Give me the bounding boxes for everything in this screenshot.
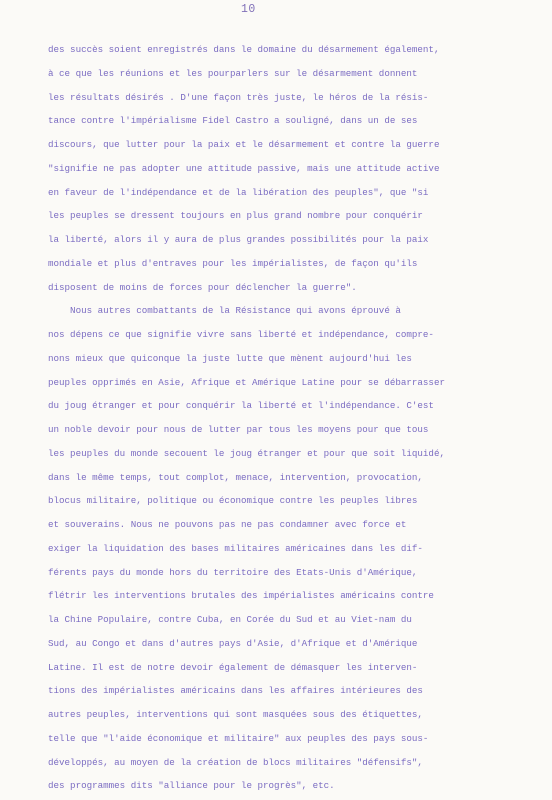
text-line: en faveur de l'indépendance et de la libération des peuples", que "si xyxy=(48,186,429,198)
text-line: "signifie ne pas adopter une attitude passive, mais une attitude active xyxy=(48,162,440,174)
text-line: telle que "l'aide économique et militaire" aux peuples des pays sous- xyxy=(48,732,429,744)
text-line: discours, que lutter pour la paix et le désarmement et contre la guerre xyxy=(48,139,440,150)
text-line: nos dépens ce que signifie vivre sans liberté et indépendance, compre- xyxy=(48,329,434,340)
text-line: des programmes dits "alliance pour le progrès", etc. xyxy=(48,780,335,792)
text-line: à ce que les réunions et les pourparlers sur le désarmement donnent xyxy=(48,67,418,79)
text-line: la liberté, alors il y aura de plus grandes possibilités pour la paix xyxy=(48,234,429,245)
text-line: blocus militaire, politique ou économique contre les peuples libres xyxy=(48,495,418,507)
text-line: Nous autres combattants de la Résistance qui avons éprouvé à xyxy=(48,305,401,317)
text-line: tance contre l'impérialisme Fidel Castro a souligné, dans un de ses xyxy=(48,115,418,127)
text-line: férents pays du monde hors du territoire des Etats-Unis d'Amérique, xyxy=(48,566,418,578)
text-line: la Chine Populaire, contre Cuba, en Corée du Sud et au Viet-nam du xyxy=(48,614,412,625)
text-line: dans le même temps, tout complot, menace, intervention, provocation, xyxy=(48,471,423,483)
text-line: Latine. Il est de notre devoir également de démasquer les interven- xyxy=(48,661,418,673)
text-line: les résultats désirés . D'une façon très juste, le héros de la résis- xyxy=(48,91,429,103)
text-line: et souverains. Nous ne pouvons pas ne pas condamner avec force et xyxy=(48,519,407,530)
text-line: peuples opprimés en Asie, Afrique et Amérique Latine pour se débarrasser xyxy=(48,376,445,388)
text-line: du joug étranger et pour conquérir la liberté et l'indépendance. C'est xyxy=(48,400,434,412)
text-line: autres peuples, interventions qui sont masquées sous des étiquettes, xyxy=(48,709,423,720)
text-line: des succès soient enregistrés dans le domaine du désarmement également, xyxy=(48,44,440,55)
text-line: Sud, au Congo et dans d'autres pays d'Asie, d'Afrique et d'Amérique xyxy=(48,637,418,649)
text-line: les peuples se dressent toujours en plus grand nombre pour conquérir xyxy=(48,210,423,222)
text-line: flétrir les interventions brutales des impérialistes américains contre xyxy=(48,590,434,602)
text-line: développés, au moyen de la création de blocs militaires "défensifs", xyxy=(48,756,423,768)
text-line: nons mieux que quiconque la juste lutte que mènent aujourd'hui les xyxy=(48,352,412,364)
text-line: mondiale et plus d'entraves pour les impérialistes, de façon qu'ils xyxy=(48,257,418,269)
text-line: tions des impérialistes américains dans les affaires intérieures des xyxy=(48,685,423,697)
page-number: 10 xyxy=(241,3,256,16)
text-line: exiger la liquidation des bases militaires américaines dans les dif- xyxy=(48,542,423,554)
typed-text-body xyxy=(48,38,528,798)
text-line: un noble devoir pour nous de lutter par tous les moyens pour que tous xyxy=(48,424,429,435)
text-line: les peuples du monde secouent le joug étranger et pour que soit liquidé, xyxy=(48,447,445,459)
text-line: disposent de moins de forces pour déclencher la guerre". xyxy=(48,281,357,293)
